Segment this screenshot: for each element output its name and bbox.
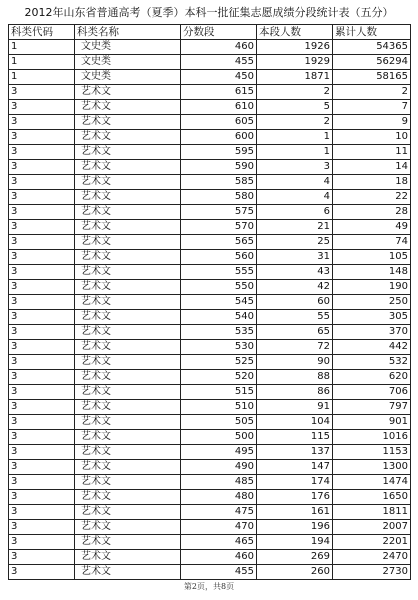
table-row: [9, 415, 411, 430]
cell-score: 450: [181, 70, 257, 85]
cell-cumulative: 1650: [333, 490, 411, 505]
cell-score: 460: [181, 550, 257, 565]
cell-count: 5: [257, 100, 333, 115]
cell-name: 艺术文: [75, 130, 181, 145]
cell-cumulative: 28: [333, 205, 411, 220]
table-row: [9, 235, 411, 250]
cell-score: 545: [181, 295, 257, 310]
cell-count: 161: [257, 505, 333, 520]
cell-cumulative: 1153: [333, 445, 411, 460]
cell-name: 艺术文: [75, 85, 181, 100]
cell-score: 535: [181, 325, 257, 340]
cell-name: 艺术文: [75, 265, 181, 280]
cell-name: 艺术文: [75, 145, 181, 160]
column-header-score: 分数段: [181, 25, 257, 40]
cell-cumulative: 190: [333, 280, 411, 295]
cell-count: 6: [257, 205, 333, 220]
table-row: [9, 340, 411, 355]
cell-code: 3: [9, 400, 75, 415]
table-row: [9, 535, 411, 550]
cell-cumulative: 442: [333, 340, 411, 355]
cell-score: 505: [181, 415, 257, 430]
cell-code: 3: [9, 340, 75, 355]
cell-cumulative: 148: [333, 265, 411, 280]
cell-code: 3: [9, 475, 75, 490]
cell-cumulative: 18: [333, 175, 411, 190]
table-row: [9, 370, 411, 385]
cell-code: 3: [9, 370, 75, 385]
cell-code: 3: [9, 445, 75, 460]
cell-name: 艺术文: [75, 310, 181, 325]
cell-name: 艺术文: [75, 325, 181, 340]
cell-count: 1: [257, 145, 333, 160]
cell-name: 艺术文: [75, 235, 181, 250]
cell-cumulative: 2007: [333, 520, 411, 535]
table-row: [9, 310, 411, 325]
cell-score: 520: [181, 370, 257, 385]
cell-code: 3: [9, 160, 75, 175]
table-row: [9, 475, 411, 490]
cell-code: 3: [9, 175, 75, 190]
cell-score: 595: [181, 145, 257, 160]
cell-score: 500: [181, 430, 257, 445]
cell-cumulative: 54365: [333, 40, 411, 55]
cell-cumulative: 2470: [333, 550, 411, 565]
cell-count: 86: [257, 385, 333, 400]
cell-count: 115: [257, 430, 333, 445]
cell-code: 3: [9, 490, 75, 505]
cell-count: 260: [257, 565, 333, 580]
table-row: [9, 400, 411, 415]
cell-name: 艺术文: [75, 460, 181, 475]
cell-count: 196: [257, 520, 333, 535]
table-row: [9, 190, 411, 205]
cell-code: 3: [9, 550, 75, 565]
cell-count: 90: [257, 355, 333, 370]
cell-cumulative: 10: [333, 130, 411, 145]
cell-code: 1: [9, 55, 75, 70]
cell-code: 1: [9, 70, 75, 85]
cell-count: 55: [257, 310, 333, 325]
cell-cumulative: 2730: [333, 565, 411, 580]
cell-score: 610: [181, 100, 257, 115]
cell-code: 3: [9, 85, 75, 100]
cell-cumulative: 58165: [333, 70, 411, 85]
cell-name: 艺术文: [75, 160, 181, 175]
cell-name: 艺术文: [75, 355, 181, 370]
cell-score: 540: [181, 310, 257, 325]
column-header-name: 科类名称: [75, 25, 181, 40]
table-row: [9, 100, 411, 115]
cell-code: 3: [9, 295, 75, 310]
cell-name: 艺术文: [75, 475, 181, 490]
cell-name: 艺术文: [75, 295, 181, 310]
cell-name: 文史类: [75, 55, 181, 70]
cell-count: 174: [257, 475, 333, 490]
table-row: [9, 295, 411, 310]
cell-count: 72: [257, 340, 333, 355]
table-row: [9, 160, 411, 175]
cell-code: 3: [9, 325, 75, 340]
table-row: [9, 55, 411, 70]
cell-score: 530: [181, 340, 257, 355]
cell-count: 147: [257, 460, 333, 475]
cell-name: 艺术文: [75, 250, 181, 265]
cell-score: 480: [181, 490, 257, 505]
cell-name: 艺术文: [75, 190, 181, 205]
cell-score: 615: [181, 85, 257, 100]
cell-score: 600: [181, 130, 257, 145]
page-footer: 第2页，共8页: [183, 582, 235, 591]
cell-count: 25: [257, 235, 333, 250]
cell-count: 88: [257, 370, 333, 385]
cell-cumulative: 1016: [333, 430, 411, 445]
cell-cumulative: 74: [333, 235, 411, 250]
cell-name: 艺术文: [75, 280, 181, 295]
cell-name: 艺术文: [75, 340, 181, 355]
column-header-count: 本段人数: [257, 25, 333, 40]
cell-count: 104: [257, 415, 333, 430]
cell-cumulative: 1811: [333, 505, 411, 520]
table-row: [9, 565, 411, 580]
cell-name: 艺术文: [75, 370, 181, 385]
table-row: [9, 205, 411, 220]
cell-cumulative: 7: [333, 100, 411, 115]
cell-cumulative: 56294: [333, 55, 411, 70]
cell-cumulative: 11: [333, 145, 411, 160]
cell-code: 3: [9, 565, 75, 580]
cell-score: 525: [181, 355, 257, 370]
cell-cumulative: 2201: [333, 535, 411, 550]
cell-name: 文史类: [75, 70, 181, 85]
cell-score: 590: [181, 160, 257, 175]
cell-name: 艺术文: [75, 175, 181, 190]
table-row: [9, 70, 411, 85]
cell-code: 3: [9, 265, 75, 280]
table-row: [9, 430, 411, 445]
table-row: [9, 145, 411, 160]
cell-name: 艺术文: [75, 550, 181, 565]
cell-code: 3: [9, 520, 75, 535]
cell-name: 艺术文: [75, 445, 181, 460]
cell-code: 3: [9, 235, 75, 250]
table-row: [9, 550, 411, 565]
cell-score: 565: [181, 235, 257, 250]
cell-count: 42: [257, 280, 333, 295]
cell-cumulative: 305: [333, 310, 411, 325]
cell-score: 495: [181, 445, 257, 460]
cell-name: 艺术文: [75, 385, 181, 400]
cell-code: 3: [9, 310, 75, 325]
cell-score: 460: [181, 40, 257, 55]
cell-count: 269: [257, 550, 333, 565]
cell-cumulative: 370: [333, 325, 411, 340]
cell-count: 1929: [257, 55, 333, 70]
cell-cumulative: 532: [333, 355, 411, 370]
cell-name: 艺术文: [75, 505, 181, 520]
cell-code: 3: [9, 280, 75, 295]
cell-code: 1: [9, 40, 75, 55]
table-row: [9, 40, 411, 55]
cell-code: 3: [9, 250, 75, 265]
table-row: [9, 85, 411, 100]
cell-code: 3: [9, 415, 75, 430]
cell-score: 555: [181, 265, 257, 280]
cell-code: 3: [9, 385, 75, 400]
cell-code: 3: [9, 460, 75, 475]
cell-count: 91: [257, 400, 333, 415]
cell-count: 137: [257, 445, 333, 460]
table-row: [9, 280, 411, 295]
cell-count: 43: [257, 265, 333, 280]
table-row: [9, 325, 411, 340]
cell-score: 575: [181, 205, 257, 220]
cell-code: 3: [9, 130, 75, 145]
cell-score: 550: [181, 280, 257, 295]
table-row: [9, 445, 411, 460]
cell-code: 3: [9, 220, 75, 235]
cell-code: 3: [9, 205, 75, 220]
cell-score: 470: [181, 520, 257, 535]
cell-count: 2: [257, 115, 333, 130]
cell-cumulative: 105: [333, 250, 411, 265]
cell-score: 455: [181, 565, 257, 580]
page-title: 2012年山东省普通高考（夏季）本科一批征集志愿成绩分段统计表（五分）: [24, 6, 394, 19]
table-row: [9, 355, 411, 370]
table-row: [9, 490, 411, 505]
cell-cumulative: 250: [333, 295, 411, 310]
cell-cumulative: 1474: [333, 475, 411, 490]
table-body: [9, 40, 411, 580]
table-header-row: [9, 25, 411, 40]
cell-cumulative: 49: [333, 220, 411, 235]
cell-cumulative: 9: [333, 115, 411, 130]
cell-code: 3: [9, 355, 75, 370]
cell-name: 艺术文: [75, 520, 181, 535]
cell-cumulative: 22: [333, 190, 411, 205]
cell-code: 3: [9, 115, 75, 130]
column-header-cumulative: 累计人数: [333, 25, 411, 40]
cell-name: 艺术文: [75, 430, 181, 445]
cell-count: 3: [257, 160, 333, 175]
cell-name: 艺术文: [75, 535, 181, 550]
table-row: [9, 460, 411, 475]
cell-score: 515: [181, 385, 257, 400]
cell-name: 艺术文: [75, 415, 181, 430]
cell-name: 艺术文: [75, 565, 181, 580]
cell-cumulative: 797: [333, 400, 411, 415]
cell-score: 475: [181, 505, 257, 520]
cell-code: 3: [9, 190, 75, 205]
cell-count: 1: [257, 130, 333, 145]
table-row: [9, 385, 411, 400]
cell-count: 2: [257, 85, 333, 100]
table-row: [9, 220, 411, 235]
score-table: [8, 24, 411, 580]
cell-score: 485: [181, 475, 257, 490]
cell-name: 艺术文: [75, 400, 181, 415]
table-row: [9, 505, 411, 520]
cell-name: 文史类: [75, 40, 181, 55]
cell-code: 3: [9, 430, 75, 445]
table-row: [9, 175, 411, 190]
cell-count: 4: [257, 190, 333, 205]
table-row: [9, 265, 411, 280]
table-row: [9, 130, 411, 145]
cell-name: 艺术文: [75, 100, 181, 115]
cell-code: 3: [9, 145, 75, 160]
cell-cumulative: 620: [333, 370, 411, 385]
cell-code: 3: [9, 100, 75, 115]
cell-score: 605: [181, 115, 257, 130]
cell-count: 1871: [257, 70, 333, 85]
cell-code: 3: [9, 505, 75, 520]
cell-score: 455: [181, 55, 257, 70]
cell-score: 510: [181, 400, 257, 415]
cell-score: 560: [181, 250, 257, 265]
cell-score: 580: [181, 190, 257, 205]
cell-cumulative: 706: [333, 385, 411, 400]
cell-name: 艺术文: [75, 490, 181, 505]
cell-cumulative: 901: [333, 415, 411, 430]
cell-count: 176: [257, 490, 333, 505]
cell-score: 585: [181, 175, 257, 190]
cell-score: 490: [181, 460, 257, 475]
cell-cumulative: 1300: [333, 460, 411, 475]
cell-name: 艺术文: [75, 205, 181, 220]
column-header-code: 科类代码: [9, 25, 75, 40]
cell-score: 570: [181, 220, 257, 235]
cell-cumulative: 2: [333, 85, 411, 100]
table-row: [9, 115, 411, 130]
cell-count: 21: [257, 220, 333, 235]
cell-count: 1926: [257, 40, 333, 55]
cell-count: 4: [257, 175, 333, 190]
cell-score: 465: [181, 535, 257, 550]
cell-name: 艺术文: [75, 220, 181, 235]
cell-cumulative: 14: [333, 160, 411, 175]
cell-name: 艺术文: [75, 115, 181, 130]
table-row: [9, 250, 411, 265]
cell-count: 31: [257, 250, 333, 265]
cell-count: 194: [257, 535, 333, 550]
cell-count: 60: [257, 295, 333, 310]
table-row: [9, 520, 411, 535]
cell-code: 3: [9, 535, 75, 550]
cell-count: 65: [257, 325, 333, 340]
